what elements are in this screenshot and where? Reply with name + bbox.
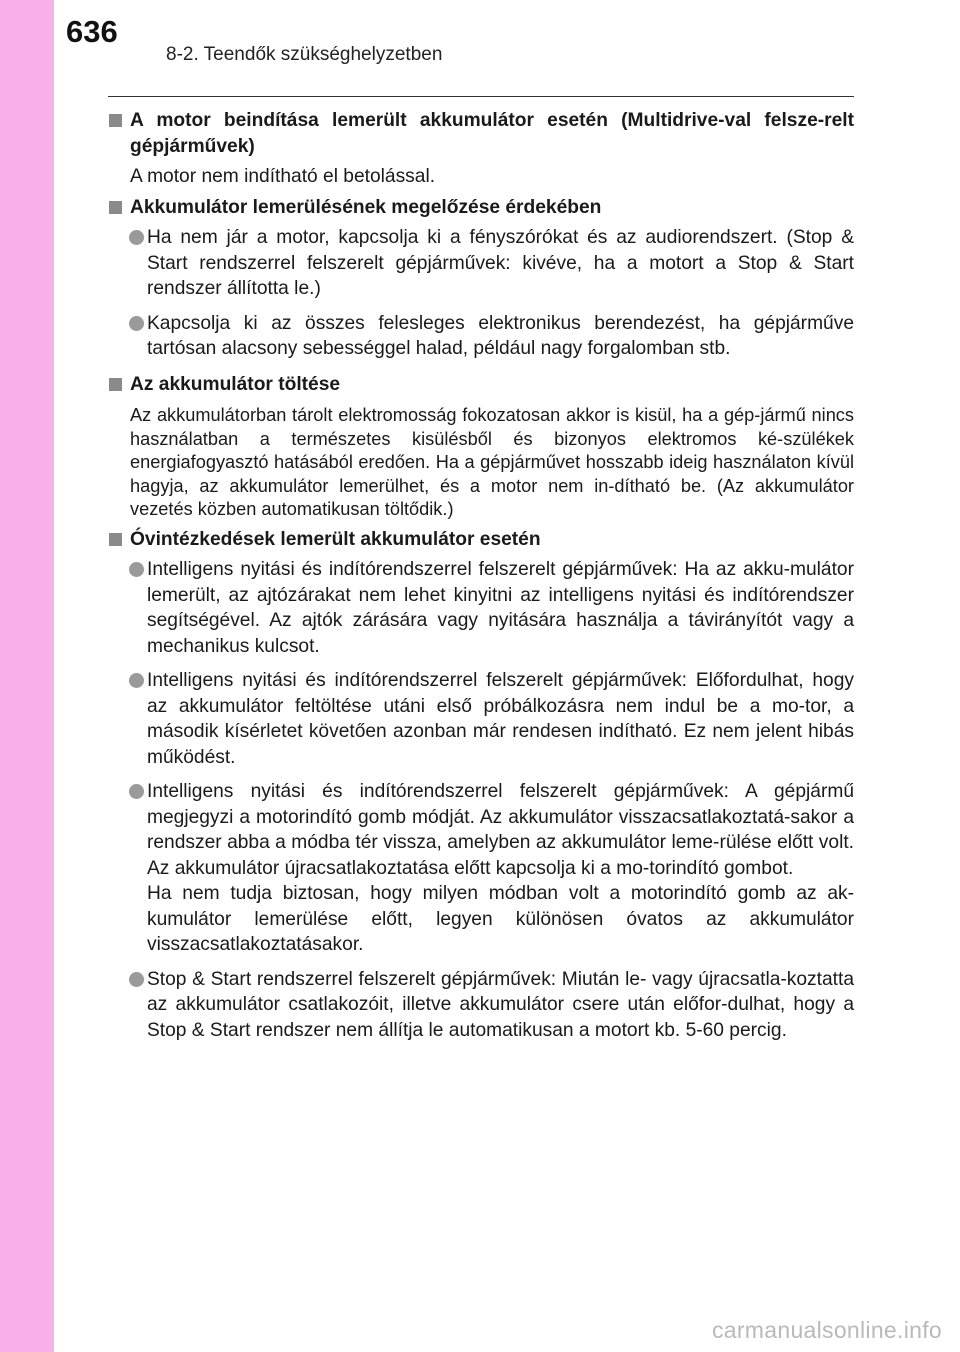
paragraph-charging: Az akkumulátorban tárolt elektromosság fokozatosan akkor is kisül, ha a gép-jármű nincs használatban a természetes kisülésből és bizonyos elektromos ké-szülékek energiafogyasztó hatásából eredően. Ha a gépjárművet hosszabb ideig használaton kívül hagyja, az akkumulátor lemerülhet, és a motor nem in-dítható be. (Az akkumulátor vezetés közben automatikusan töltődik.) xyxy=(130,405,854,520)
bullet-text: Ha nem jár a motor, kapcsolja ki a fényszórókat és az audiorendszert. (Stop & Start rendszerrel felszerelt gépjárművek: kivéve, ha a motort a Stop & Start rendszer állította le.) xyxy=(147,227,854,299)
bullet-item xyxy=(108,668,854,770)
square-bullet-icon xyxy=(109,201,122,214)
square-bullet-icon xyxy=(109,114,122,127)
bullet-text: Intelligens nyitási és indítórendszerrel felszerelt gépjárművek: A gépjármű megjegyzi a motorindító gomb módját. Az akkumulátor visszacsatlakoztatá-sakor a rendszer abba a módba tér vissza, amelyben az akkumulátor leme-rülése előtt volt. Az akkumulátor újracsatlakoztatása előtt kapcsolja ki a mo-torindító gombot. xyxy=(147,781,854,879)
page-content xyxy=(108,108,854,1043)
heading-text: Az akkumulátor töltése xyxy=(130,373,341,395)
chapter-side-tab xyxy=(0,0,54,1352)
section-title: 8-2. Teendők szükséghelyzetben xyxy=(166,44,443,65)
heading-precautions xyxy=(108,527,854,553)
heading-prevent-discharge xyxy=(108,195,854,221)
heading-text: A motor beindítása lemerült akkumulátor esetén (Multidrive-val felsze-relt gépjárművek) xyxy=(130,110,854,157)
square-bullet-icon xyxy=(109,533,122,546)
bullet-item xyxy=(108,311,854,362)
circle-bullet-icon xyxy=(129,784,144,799)
bullet-text: Kapcsolja ki az összes felesleges elektronikus berendezést, ha gépjárműve tartósan alacsony sebességgel halad, például nagy forgalomban stb. xyxy=(147,312,854,359)
bullet-text: Intelligens nyitási és indítórendszerrel felszerelt gépjárművek: Ha az akku-mulátor lemerült, az ajtózárakat nem lehet kinyitni az intelligens nyitási és indítórendszer segítségével. Az ajtók zárására vagy nyitására használja a távirányítót vagy a mechanikus kulcsot. xyxy=(147,559,854,657)
bullet-text: Stop & Start rendszerrel felszerelt gépjárművek: Miután le- vagy újracsatla-koztatta az akkumulátor csatlakozóit, illetve akkumulátor csere után előfor-dulhat, hogy a Stop & Start rendszer nem állítja le automatikusan a motort kb. 5-60 percig. xyxy=(147,968,854,1041)
circle-bullet-icon xyxy=(129,562,144,577)
circle-bullet-icon xyxy=(129,673,144,688)
paragraph-engine-start: A motor nem indítható el betolással. xyxy=(130,166,436,187)
heading-text: Akkumulátor lemerülésének megelőzése érdekében xyxy=(130,196,602,218)
heading-text: Óvintézkedések lemerült akkumulátor esetén xyxy=(130,528,541,550)
bullet-item xyxy=(108,967,854,1044)
circle-bullet-icon xyxy=(129,316,144,331)
square-bullet-icon xyxy=(109,378,122,391)
bullet-item xyxy=(108,779,854,958)
header-rule xyxy=(108,96,854,97)
circle-bullet-icon xyxy=(129,972,144,987)
bullet-continuation: Ha nem tudja biztosan, hogy milyen módban volt a motorindító gomb az ak-kumulátor lemerülése előtt, legyen különösen óvatos az akkumulátor visszacsatlakoztatásakor. xyxy=(147,883,854,956)
page-number: 636 xyxy=(66,14,118,49)
heading-charging xyxy=(108,372,854,398)
heading-engine-start xyxy=(108,108,854,159)
bullet-item xyxy=(108,557,854,659)
bullet-item xyxy=(108,225,854,302)
circle-bullet-icon xyxy=(129,230,144,245)
watermark: carmanualsonline.info xyxy=(711,1317,942,1343)
bullet-text: Intelligens nyitási és indítórendszerrel felszerelt gépjárművek: Előfordulhat, hogy az akkumulátor feltöltése utáni első próbálkozásra nem indul be a mo-tor, a második kísérletet követően azonban már rendesen indítható. Ez nem jelent hibás működést. xyxy=(147,670,854,768)
